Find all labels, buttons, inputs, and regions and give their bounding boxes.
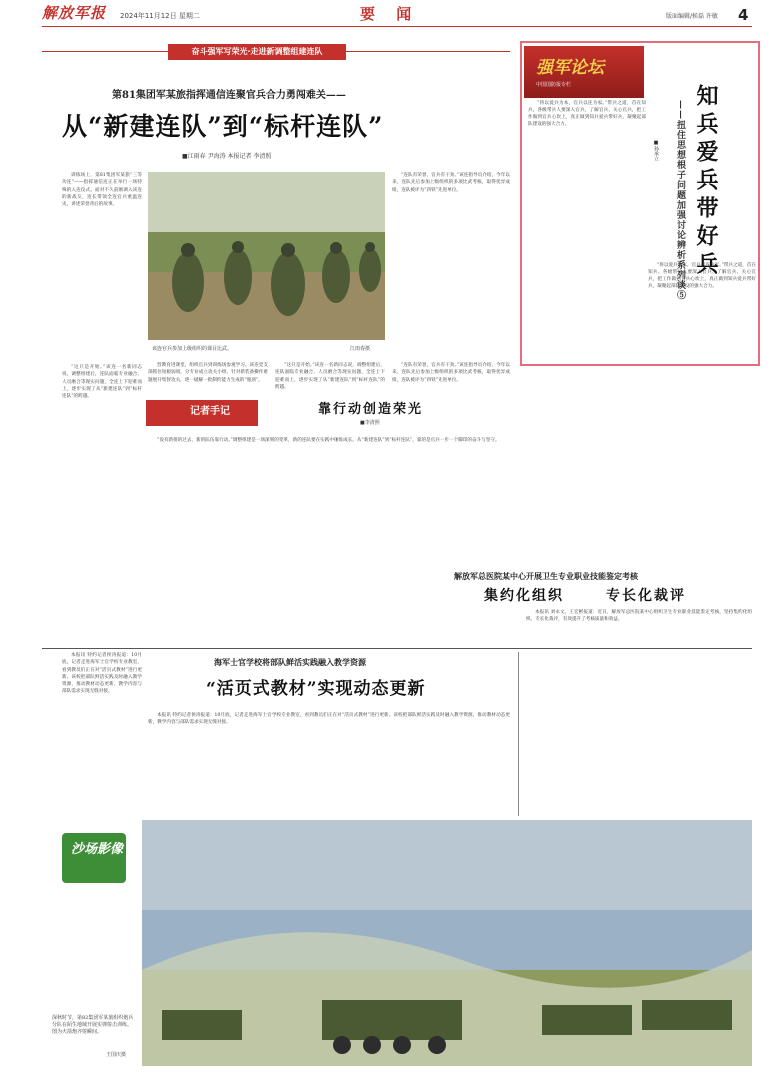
commentary-headline[interactable]: 知兵爱兵带好兵: [693, 84, 719, 280]
lead-photo[interactable]: [148, 172, 385, 340]
commentary-author: ■孙承立: [653, 140, 659, 161]
lead-photo-caption: 该连官兵参加上级组织的课目比武。: [152, 346, 233, 352]
commentary-banner-title: 强军论坛: [536, 58, 604, 78]
navy-body: 本报讯 特约记者侯涛报道：10月底，记者走进海军士官学校专业教室，看到教员们正在对“活页式教材”进行更新。该校把部队鲜活实践及时融入教学资源，推动教材动态更新，教学内容与部队需求实现无缝对接。: [148, 713, 510, 726]
lead-column-4: “连队有荣誉，官兵有干劲。”该连指导员介绍，今年以来，连队先后参加上级组织的多项比武考核，取得优异成绩，连队被评为“四铁”先进单位。: [392, 173, 510, 193]
battlefield-image-badge: [62, 833, 126, 883]
battlefield-image-caption: 深秋时节，第82集团军某旅组织炮兵分队在陌生地域开展实弹射击训练。图为火箭炮齐射瞬间。: [52, 1015, 134, 1035]
reporter-notes-body: “没有新排的过去，新的队伍靠行动。”调整组建是一场深刻的变革，新的连队要在实践中锤炼成长。从“新建连队”到“标杆连队”，靠的是官兵一步一个脚印的奋斗与坚守。: [157, 438, 500, 443]
navy-kicker: 海军士官学校将部队鲜活实践融入教学资源: [214, 657, 366, 667]
battlefield-image-title: 沙场影像: [71, 842, 124, 857]
reporter-notes-headline[interactable]: 靠行动创造荣光: [318, 402, 424, 417]
header-rule: [42, 26, 752, 27]
battlefield-image-credit: 王国庆摄: [106, 1052, 127, 1058]
issue-date: 2024年11月12日 星期二: [120, 12, 200, 20]
lead-headline[interactable]: 从“新建连队”到“标杆连队”: [62, 112, 384, 141]
page-number: 4: [738, 6, 749, 24]
commentary-body-1: “将以爱兵为本，官兵以连为家。”带兵之道，首在知兵。各级带兵人要深入官兵、了解官兵、关心官兵，把工作做到官兵心坎上，真正做到知兵爱兵带好兵，凝聚起部队建设的强大合力。: [528, 101, 646, 128]
hospital-headline-2[interactable]: 专长化裁评: [606, 588, 686, 604]
column-separator: [518, 652, 519, 816]
lead-kicker: 第81集团军某旅指挥通信连聚官兵合力勇闯难关——: [112, 90, 346, 101]
newspaper-logo: 解放军报: [42, 4, 107, 22]
lead-column-2: 营教育进课堂，组织官兵到训练场参观学习。该连党支部抓住短板弱项，分专业成立攻关小组，针对新装备操作难题展开集智攻关，逐一破解一批制约能力生成的“瓶颈”。: [148, 363, 268, 383]
navy-headline[interactable]: “活页式教材”实现动态更新: [206, 679, 426, 699]
page-editor: 版面编辑/候磊 许敏: [666, 13, 718, 20]
lead-byline: ■江雨春 尹海涛 本报记者 李清照: [182, 153, 272, 160]
lead-column-3: “这只是开始。”该连一名新同志说，调整组建后，连队面临专业融合、人员磨合等现实问题，全连上下迎难而上，逐步实现了从“新建连队”到“标杆连队”的跨越。: [275, 363, 385, 390]
reporter-notes-label: 记者手记: [190, 406, 230, 417]
artillery-photo[interactable]: [42, 820, 752, 1066]
section-title: 要 闻: [360, 5, 420, 23]
hospital-headline-1[interactable]: 集约化组织: [484, 588, 564, 604]
commentary-body-2: “将以爱兵为本，官兵以连为家。”带兵之道，首在知兵。各级带兵人要深入官兵、了解官兵、关心官兵，把工作做到官兵心坎上，真正做到知兵爱兵带好兵，凝聚起部队建设的强大合力。: [648, 263, 756, 290]
lead-photo-credit: 江雨春摄: [350, 346, 371, 352]
series-banner: 奋斗强军写荣光·走进新调整组建连队: [168, 44, 346, 60]
hospital-body: 本报讯 刘永文、王宏彬报道：近日，解放军总医院某中心组织卫生专业职业技能鉴定考核，坚持集约化组织、专长化裁评，有效提升了考核质量和效益。: [526, 610, 752, 623]
commentary-subheadline: ——扭住思想根子问题加强讨论辨析系列谈⑤: [675, 100, 685, 300]
commentary-banner-subtitle: 中国国防报专栏: [536, 82, 572, 88]
lead-column-1b: “这只是开始。”该连一名新同志说，调整组建后，连队面临专业融合、人员磨合等现实问题，全连上下迎难而上，逐步实现了从“新建连队”到“标杆连队”的跨越。: [62, 365, 142, 400]
lead-column-1: 训练场上，第81集团军某旅“三等功连”——指挥通信连正在举行一场特殊的入连仪式。面对不久前刚调入该连的新战友，连长带领全连官兵重温连史，讲述荣誉背后的故事。: [62, 173, 142, 208]
lead-column-5: “连队有荣誉，官兵有干劲。”该连指导员介绍，今年以来，连队先后参加上级组织的多项比武考核，取得优异成绩，连队被评为“四铁”先进单位。: [392, 363, 510, 383]
section-divider: [42, 648, 752, 649]
hospital-kicker: 解放军总医院某中心开展卫生专业职业技能鉴定考核: [454, 571, 638, 581]
navy-column-1: 本报讯 特约记者侯涛报道：10月底，记者走进海军士官学校专业教室，看到教员们正在对“活页式教材”进行更新。该校把部队鲜活实践及时融入教学资源，推动教材动态更新，教学内容与部队需求实现无缝对接。: [62, 653, 142, 695]
reporter-notes-author: ■李清照: [360, 420, 380, 426]
